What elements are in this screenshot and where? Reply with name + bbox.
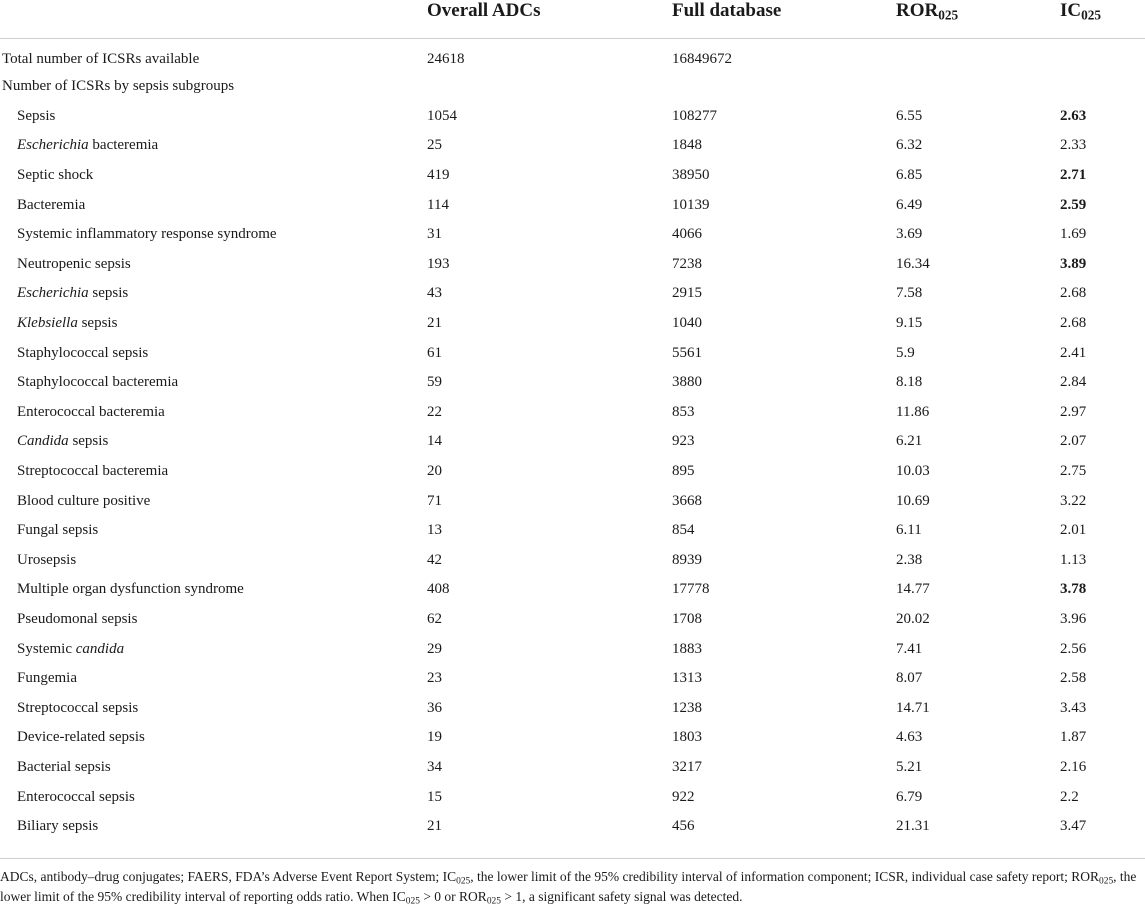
table-row	[0, 486, 1145, 516]
header-ic-sub: 025	[1081, 7, 1102, 23]
table-row	[0, 605, 1145, 635]
row-full: 4066	[672, 226, 702, 243]
row-ic: 3.78	[1060, 581, 1087, 598]
row-overall: 114	[427, 196, 449, 213]
row-ic: 1.13	[1060, 551, 1087, 568]
row-ic: 3.89	[1060, 255, 1087, 272]
header-ror-sub: 025	[938, 7, 959, 23]
row-label-italic: Candida	[17, 433, 69, 450]
row-overall: 62	[427, 610, 442, 627]
row-full: 3217	[672, 758, 702, 775]
row-label	[0, 812, 427, 842]
row-ic: 2.68	[1060, 315, 1087, 332]
row-full: 17778	[672, 581, 710, 598]
row-label-post: Bacterial sepsis	[17, 758, 111, 775]
row-ic: 1.87	[1060, 729, 1087, 746]
row-ic: 2.75	[1060, 463, 1087, 480]
row-full: 1238	[672, 699, 702, 716]
row-ror: 5.9	[896, 344, 915, 361]
table-row	[0, 427, 1145, 457]
row-label	[0, 427, 427, 457]
row-overall: 31	[427, 226, 442, 243]
row-ic: 3.22	[1060, 492, 1087, 509]
row-ic: 2.84	[1060, 374, 1087, 391]
row-ror: 6.32	[896, 137, 923, 154]
row-label	[0, 250, 427, 280]
table-row	[0, 575, 1145, 605]
table-row	[0, 161, 1145, 191]
row-label	[0, 782, 427, 812]
row-label	[0, 338, 427, 368]
row-full: 1883	[672, 640, 702, 657]
row-label	[0, 634, 427, 664]
row-label	[0, 516, 427, 546]
row-label-post: Streptococcal sepsis	[17, 699, 139, 716]
row-overall: 34	[427, 758, 442, 775]
row-label	[0, 220, 427, 250]
row-label	[0, 368, 427, 398]
row-label-post: Device-related sepsis	[17, 729, 145, 746]
table-row	[0, 398, 1145, 428]
row-ic: 3.43	[1060, 699, 1087, 716]
row-label-post: Bacteremia	[17, 196, 86, 213]
row-ic: 2.63	[1060, 107, 1087, 124]
row-full: 10139	[672, 196, 710, 213]
row-overall: 13	[427, 522, 442, 539]
row-ic: 2.97	[1060, 403, 1087, 420]
row-label-italic: candida	[75, 640, 125, 657]
total-row-overall: 24618	[427, 51, 465, 67]
footnote-sub-3: 025	[405, 896, 420, 907]
row-ic: 2.01	[1060, 522, 1087, 539]
group-label: Number of ICSRs by sepsis subgroups	[2, 78, 235, 95]
footnote-part-4: > 0 or ROR	[419, 889, 487, 904]
header-full-database: Full database	[672, 0, 782, 21]
row-ror: 6.11	[896, 522, 922, 539]
table-row	[0, 131, 1145, 161]
row-ror: 21.31	[896, 818, 930, 835]
row-label-post: Blood culture positive	[17, 492, 151, 509]
row-ic: 2.71	[1060, 167, 1087, 184]
row-label-post: Sepsis	[17, 107, 56, 124]
row-ic: 2.16	[1060, 758, 1087, 775]
row-ic: 2.07	[1060, 433, 1087, 450]
row-label	[0, 723, 427, 753]
row-full: 1040	[672, 315, 702, 332]
table-row	[0, 102, 1145, 132]
table-row	[0, 753, 1145, 783]
row-ic: 2.33	[1060, 137, 1087, 154]
row-ic: 2.58	[1060, 670, 1087, 687]
row-overall: 21	[427, 315, 442, 332]
row-label-post: Septic shock	[17, 167, 94, 184]
row-label-post: Enterococcal sepsis	[17, 788, 135, 805]
header-ror-base: ROR	[896, 0, 939, 21]
footnote-sub-4: 025	[486, 896, 501, 907]
row-ror: 14.71	[896, 699, 930, 716]
row-full: 3668	[672, 492, 702, 509]
row-ror: 6.79	[896, 788, 923, 805]
row-label-post: sepsis	[68, 433, 109, 450]
row-overall: 59	[427, 374, 442, 391]
table-row	[0, 723, 1145, 753]
row-ror: 10.03	[896, 463, 930, 480]
row-label	[0, 398, 427, 428]
row-ror: 6.85	[896, 167, 923, 184]
table-header-row	[0, 0, 1145, 39]
table-row	[0, 309, 1145, 339]
row-label-post: sepsis	[88, 285, 129, 302]
row-overall: 193	[427, 255, 450, 272]
table-footnote	[0, 867, 1145, 907]
row-full: 854	[672, 522, 695, 539]
table-row	[0, 279, 1145, 309]
row-ror: 20.02	[896, 610, 930, 627]
header-empty	[0, 0, 427, 39]
footnote-sub-2: 025	[1099, 876, 1114, 887]
row-overall: 23	[427, 670, 442, 687]
row-label-post: Streptococcal bacteremia	[17, 463, 169, 480]
table-row	[0, 190, 1145, 220]
row-ror: 10.69	[896, 492, 930, 509]
row-overall: 25	[427, 137, 442, 154]
row-ic: 3.47	[1060, 818, 1087, 835]
row-full: 7238	[672, 255, 702, 272]
row-label-italic: Klebsiella	[17, 315, 78, 332]
row-full: 1803	[672, 729, 702, 746]
row-ror: 5.21	[896, 758, 923, 775]
row-overall: 21	[427, 818, 442, 835]
row-label-post: Neutropenic sepsis	[17, 255, 131, 272]
row-overall: 19	[427, 729, 442, 746]
row-label-post: Staphylococcal sepsis	[17, 344, 149, 361]
row-overall: 42	[427, 551, 442, 568]
table-row	[0, 338, 1145, 368]
row-label	[0, 664, 427, 694]
row-label-post: sepsis	[77, 315, 118, 332]
group-row	[0, 72, 1145, 102]
row-label	[0, 190, 427, 220]
row-label	[0, 575, 427, 605]
row-label-post: Pseudomonal sepsis	[17, 610, 138, 627]
header-overall-adcs: Overall ADCs	[427, 0, 541, 21]
row-full: 2915	[672, 285, 702, 302]
row-full: 1848	[672, 137, 702, 154]
row-ror: 14.77	[896, 581, 930, 598]
row-overall: 20	[427, 463, 442, 480]
row-full: 923	[672, 433, 695, 450]
header-ic-base: IC	[1060, 0, 1082, 21]
row-full: 8939	[672, 551, 702, 568]
row-ic: 3.96	[1060, 610, 1087, 627]
row-ror: 6.49	[896, 196, 923, 213]
row-ror: 2.38	[896, 551, 923, 568]
row-ror: 4.63	[896, 729, 923, 746]
table-bottom-rule	[0, 858, 1145, 859]
row-label-italic: Escherichia	[17, 137, 89, 154]
row-label	[0, 753, 427, 783]
row-ror: 6.21	[896, 433, 923, 450]
row-label-post: Fungal sepsis	[17, 522, 99, 539]
table-row	[0, 368, 1145, 398]
row-overall: 71	[427, 492, 442, 509]
row-overall: 43	[427, 285, 442, 302]
header-ror025	[896, 0, 1060, 39]
row-label	[0, 693, 427, 723]
total-row-label: Total number of ICSRs available	[2, 51, 200, 67]
row-label-post: Staphylococcal bacteremia	[17, 374, 179, 391]
row-label	[0, 457, 427, 487]
row-label-post: bacteremia	[88, 137, 159, 154]
row-ic: 2.41	[1060, 344, 1087, 361]
row-label-post: Systemic inflammatory response syndrome	[17, 226, 277, 243]
total-row	[0, 39, 1145, 73]
table-row	[0, 516, 1145, 546]
row-label-italic: Escherichia	[17, 285, 89, 302]
total-row-ic	[1060, 39, 1145, 73]
row-full: 5561	[672, 344, 702, 361]
row-ror: 7.58	[896, 285, 923, 302]
row-full: 853	[672, 403, 695, 420]
row-overall: 408	[427, 581, 450, 598]
row-label-post: Multiple organ dysfunction syndrome	[17, 581, 244, 598]
row-label	[0, 605, 427, 635]
row-full: 3880	[672, 374, 702, 391]
row-overall: 14	[427, 433, 442, 450]
row-full: 456	[672, 818, 695, 835]
row-ror: 8.18	[896, 374, 923, 391]
row-label-post: Biliary sepsis	[17, 818, 99, 835]
row-overall: 22	[427, 403, 442, 420]
row-label	[0, 131, 427, 161]
table-row	[0, 457, 1145, 487]
row-ic: 2.68	[1060, 285, 1087, 302]
row-overall: 36	[427, 699, 442, 716]
footnote-part-5: > 1, a significant safety signal was detected.	[500, 889, 743, 904]
row-full: 895	[672, 463, 695, 480]
row-full: 108277	[672, 107, 717, 124]
row-ic: 2.59	[1060, 196, 1087, 213]
total-row-ror	[896, 39, 1060, 73]
row-overall: 419	[427, 167, 450, 184]
row-label-pre: Systemic	[17, 640, 76, 657]
table-row	[0, 693, 1145, 723]
row-label-post: Urosepsis	[17, 551, 77, 568]
row-full: 922	[672, 788, 695, 805]
row-full: 1708	[672, 610, 702, 627]
row-ror: 11.86	[896, 403, 930, 420]
table-row	[0, 634, 1145, 664]
row-ic: 1.69	[1060, 226, 1087, 243]
table-row	[0, 782, 1145, 812]
total-row-full: 16849672	[672, 51, 732, 67]
row-overall: 29	[427, 640, 442, 657]
row-ror: 16.34	[896, 255, 930, 272]
row-full: 1313	[672, 670, 702, 687]
row-overall: 15	[427, 788, 442, 805]
footnote-part-2: , the lower limit of the 95% credibility interval of information component; ICSR, individual case safety report; ROR	[470, 869, 1100, 884]
row-label-post: Fungemia	[17, 670, 77, 687]
row-label	[0, 486, 427, 516]
table-row	[0, 546, 1145, 576]
header-ic025	[1060, 0, 1145, 39]
row-label	[0, 546, 427, 576]
row-label-post: Enterococcal bacteremia	[17, 403, 165, 420]
footnote-sub-1: 025	[456, 876, 471, 887]
table-row	[0, 664, 1145, 694]
row-ror: 8.07	[896, 670, 923, 687]
row-ror: 3.69	[896, 226, 923, 243]
row-label	[0, 279, 427, 309]
table-row	[0, 220, 1145, 250]
row-overall: 61	[427, 344, 442, 361]
row-ic: 2.56	[1060, 640, 1087, 657]
table-row	[0, 250, 1145, 280]
row-full: 38950	[672, 167, 710, 184]
footnote-part-3: , the lower limit of the 95% credibility interval of reporting odds ratio. When IC	[0, 869, 1137, 904]
row-label	[0, 161, 427, 191]
footnote-part-1: ADCs, antibody–drug conjugates; FAERS, FDA’s Adverse Event Report System; IC	[0, 869, 457, 884]
table-row	[0, 812, 1145, 842]
row-ror: 7.41	[896, 640, 923, 657]
row-ror: 6.55	[896, 107, 923, 124]
row-label	[0, 102, 427, 132]
row-ic: 2.2	[1060, 788, 1079, 805]
row-ror: 9.15	[896, 315, 923, 332]
row-label	[0, 309, 427, 339]
row-overall: 1054	[427, 107, 457, 124]
